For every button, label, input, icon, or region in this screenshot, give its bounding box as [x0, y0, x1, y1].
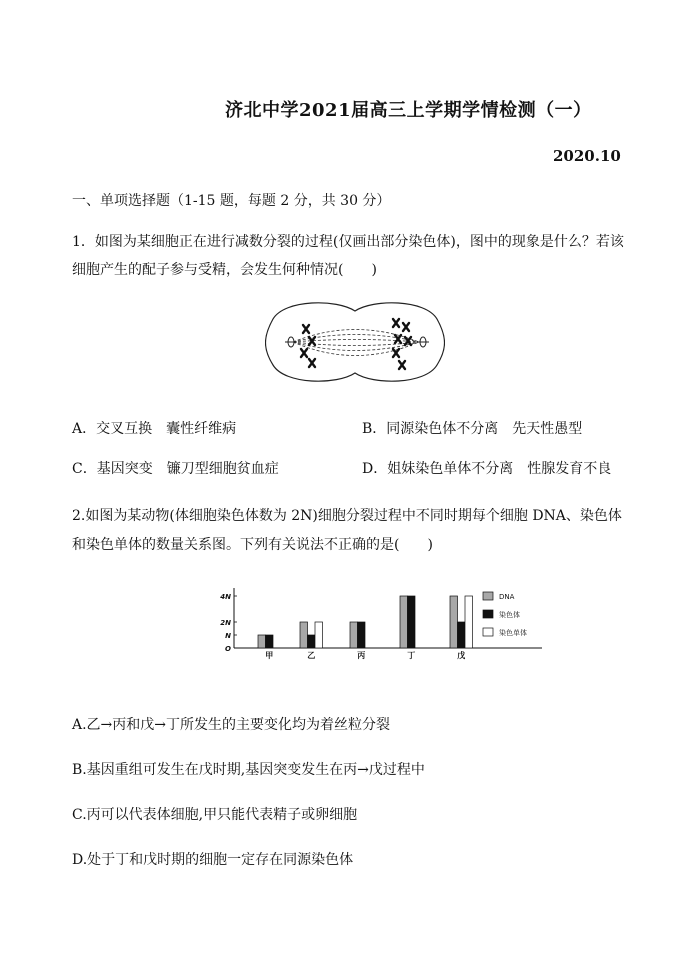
dna-chromosome-chart [212, 582, 557, 662]
exam-date: 2020.10 [553, 147, 621, 165]
bar-DNA-乙 [300, 622, 308, 648]
legend-label: 染色单体 [499, 629, 527, 637]
x-tick-label: 丙 [357, 651, 366, 660]
y-tick-label: N [225, 632, 231, 640]
q1-stem-line2: 细胞产生的配子参与受精，会发生何种情况( ) [72, 262, 377, 278]
x-tick-label: 丁 [407, 651, 416, 660]
q2-option-c[interactable]: C.丙可以代表体细胞,甲只能代表精子或卵细胞 [72, 807, 358, 823]
q2-stem-line1: 2.如图为某动物(体细胞染色体数为 2N)细胞分裂过程中不同时期每个细胞 DNA、染色体 [72, 508, 622, 524]
y-tick-label: O [225, 645, 231, 653]
y-tick-label: 2N [220, 619, 231, 627]
q1-option-d[interactable]: D．姐妹染色单体不分离 性腺发育不良 [362, 461, 612, 477]
section-heading: 一、单项选择题（1-15 题，每题 2 分，共 30 分） [72, 193, 391, 209]
right-centrosome [417, 337, 429, 347]
legend-swatch [483, 628, 493, 636]
bar-染色体-丁 [408, 596, 416, 648]
q2-option-b[interactable]: B.基因重组可发生在戊时期,基因突变发生在丙→戊过程中 [72, 762, 425, 778]
legend-swatch [483, 610, 493, 618]
bar-DNA-丙 [350, 622, 358, 648]
x-tick-label: 甲 [265, 651, 274, 660]
bar-染色体-乙 [308, 635, 316, 648]
q2-stem-line2: 和染色单体的数量关系图。下列有关说法不正确的是( ) [72, 537, 433, 553]
meiosis-cell-diagram [265, 297, 445, 387]
bar-DNA-甲 [258, 635, 266, 648]
q1-option-c[interactable]: C．基因突变 镰刀型细胞贫血症 [72, 461, 279, 477]
bar-DNA-丁 [400, 596, 408, 648]
legend-label: 染色体 [499, 611, 520, 619]
q2-option-a[interactable]: A.乙→丙和戊→丁所发生的主要变化均为着丝粒分裂 [72, 717, 391, 733]
legend-swatch [483, 592, 493, 600]
q2-option-d[interactable]: D.处于丁和戊时期的细胞一定存在同源染色体 [72, 852, 354, 868]
y-tick-label: 4N [220, 593, 231, 601]
legend-label: DNA [499, 593, 515, 601]
bar-染色体-甲 [266, 635, 274, 648]
x-tick-label: 乙 [307, 651, 316, 660]
bar-染色单体-戊 [465, 596, 473, 648]
bar-染色单体-乙 [315, 622, 323, 648]
q1-stem-line1: 1．如图为某细胞正在进行减数分裂的过程(仅画出部分染色体)，图中的现象是什么？若该 [72, 234, 624, 250]
left-centrosome [285, 337, 297, 347]
q1-option-b[interactable]: B．同源染色体不分离 先天性愚型 [362, 421, 583, 437]
bar-染色体-戊 [458, 622, 466, 648]
bar-DNA-戊 [450, 596, 458, 648]
bar-染色体-丙 [358, 622, 366, 648]
page-title: 济北中学2021届高三上学期学情检测（一） [225, 100, 592, 121]
x-tick-label: 戊 [457, 651, 466, 660]
q1-option-a[interactable]: A．交叉互换 囊性纤维病 [72, 421, 237, 437]
